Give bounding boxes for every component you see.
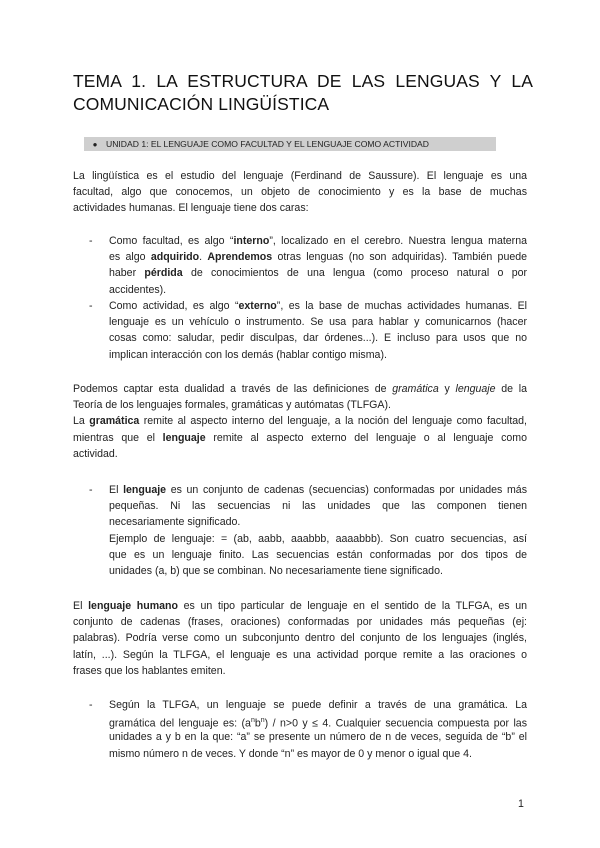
intro-paragraph bbox=[73, 168, 527, 217]
text-line: Como facultad, es algo “interno”, localizado en el cerebro. Nuestra lengua materna bbox=[109, 235, 527, 247]
text-line: Ejemplo de lenguaje: = (ab, aabb, aaabbb, aaaabbb). Son cuatro secuencias, así bbox=[109, 532, 527, 545]
text-line: palabras). Podría verse como un subconjunto dentro del conjunto de los lenguajes (inglés, bbox=[73, 632, 527, 645]
page-title bbox=[73, 70, 533, 116]
text-line: unidades (a, b) que se combinan. No necesariamente tiene significado. bbox=[109, 564, 443, 577]
text-line: actividad. bbox=[73, 447, 118, 460]
unit-heading-text: UNIDAD 1: EL LENGUAJE COMO FACULTAD Y EL LENGUAJE COMO ACTIVIDAD bbox=[106, 139, 429, 149]
text-line: La gramática remite al aspecto interno del lenguaje, a la noción del lenguaje como facultad, bbox=[73, 415, 527, 428]
list-item-lenguaje bbox=[109, 482, 527, 579]
text-line: gramática del lenguaje es: $(a^nb^n) / n>0$ y ≤ 4. Cualquier secuencia compuesta por las bbox=[109, 717, 527, 730]
text-line: latín, ...). Según la TLFGA, el lenguaje es una actividad porque remite a las oraciones o bbox=[73, 648, 527, 661]
text-line: Según la TLFGA, un lenguaje se puede definir a través de una gramática. La bbox=[109, 699, 527, 711]
text-line: Podemos captar esta dualidad a través de las definiciones de gramática y lenguaje de la bbox=[73, 383, 527, 395]
text-line: Como actividad, es algo “externo”, es la base de muchas actividades humanas. El bbox=[109, 300, 527, 312]
title-line-2: COMUNICACIÓN LINGÜÍSTICA bbox=[73, 94, 330, 114]
text-line: pequeñas. Ni las secuencias ni las unidades que las componen tienen bbox=[109, 500, 527, 513]
paragraph-lenguaje-humano bbox=[73, 598, 527, 679]
dash-bullet: - bbox=[89, 300, 93, 312]
text-line: cosas como: saludar, pedir disculpas, dar órdenes...). E incluso para usos que no bbox=[109, 332, 527, 345]
dash-bullet: - bbox=[89, 484, 93, 496]
text-line: haber pérdida de conocimientos de una lengua (como proceso natural o por bbox=[109, 267, 527, 280]
text-line: actividades humanas. El lenguaje tiene dos caras: bbox=[73, 202, 309, 215]
list-item-facultad bbox=[109, 233, 527, 298]
text-line: necesariamente significado. bbox=[109, 516, 241, 529]
text-line: implican interacción con los demás (hablar contigo misma). bbox=[109, 348, 387, 361]
text-line: conjunto de cadenas (frases, oraciones) conformadas por unidades más pequeñas (ej: bbox=[73, 616, 527, 629]
dash-bullet: - bbox=[89, 699, 93, 711]
dash-bullet: - bbox=[89, 235, 93, 247]
text-line: que es un lenguaje finito. Las secuencias están conformadas por dos tipos de bbox=[109, 548, 527, 561]
text-line: mientras que el lenguaje remite al aspecto externo del lenguaje o al lenguaje como bbox=[73, 431, 527, 444]
bullet-icon: ● bbox=[92, 140, 98, 149]
text-line: unidades a y b en la que: “a” se presente un número de n de veces, seguida de “b” el bbox=[109, 731, 527, 744]
text-line: frases que los hablantes emiten. bbox=[73, 664, 226, 677]
page-number: 1 bbox=[518, 798, 524, 810]
list-item-actividad bbox=[109, 298, 527, 363]
text-line: La lingüística es el estudio del lenguaje (Ferdinand de Saussure). El lenguaje es una bbox=[73, 170, 527, 182]
list-item-gramatica bbox=[109, 697, 527, 762]
paragraph-dualidad bbox=[73, 381, 527, 462]
text-line: mismo número n de veces. Y donde “n” es mayor de 0 y menor o igual que 4. bbox=[109, 747, 472, 760]
text-line: accidentes). bbox=[109, 283, 167, 296]
text-line: El lenguaje es un conjunto de cadenas (secuencias) conformadas por unidades más bbox=[109, 484, 527, 496]
text-line: es algo adquirido. Aprendemos otras lenguas (no son adquiridas). También puede bbox=[109, 251, 527, 264]
unit-heading bbox=[84, 137, 496, 151]
title-line-1: TEMA 1. LA ESTRUCTURA DE LAS LENGUAS Y LA bbox=[73, 71, 533, 91]
text-line: facultad, algo que conocemos, un objeto de conocimiento y es la base de muchas bbox=[73, 186, 527, 199]
text-line: El lenguaje humano es un tipo particular de lenguaje en el sentido de la TLFGA, es un bbox=[73, 600, 527, 612]
text-line: lenguaje es un vehículo o instrumento. Se usa para hablar y comunicarnos (hacer bbox=[109, 316, 527, 329]
text-line: Teoría de los lenguajes formales, gramáticas y autómatas (TLFGA). bbox=[73, 399, 391, 412]
